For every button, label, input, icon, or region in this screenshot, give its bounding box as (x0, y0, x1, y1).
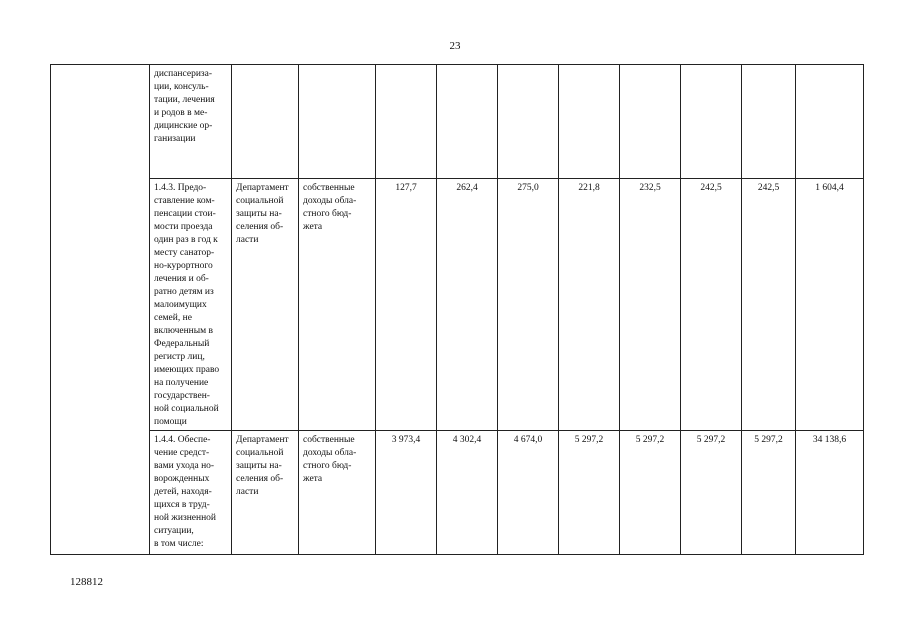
funding-source-cell (299, 65, 376, 179)
value-cell: 5 297,2 (620, 431, 681, 555)
value-cell: 4 674,0 (498, 431, 559, 555)
document-code: 128812 (70, 576, 103, 588)
executor-cell (232, 65, 299, 179)
funding-source-cell: собственные доходы обла- стного бюд- жета (299, 431, 376, 555)
total-cell: 34 138,6 (796, 431, 864, 555)
executor-cell: Департамент социальной защиты на- селения об- ласти (232, 179, 299, 431)
value-cell (437, 65, 498, 179)
total-cell: 1 604,4 (796, 179, 864, 431)
value-cell: 242,5 (742, 179, 796, 431)
value-cell (620, 65, 681, 179)
value-cell: 127,7 (376, 179, 437, 431)
measure-description-cell: 1.4.4. Обеспе- чение средст- вами ухода но- ворожденных детей, находя- щихся в труд- ной жизненной ситуации, в том числе: (150, 431, 232, 555)
value-cell: 4 302,4 (437, 431, 498, 555)
value-cell: 5 297,2 (742, 431, 796, 555)
value-cell: 5 297,2 (681, 431, 742, 555)
funding-source-cell: собственные доходы обла- стного бюд- жета (299, 179, 376, 431)
value-cell (681, 65, 742, 179)
page-number: 23 (449, 40, 461, 52)
table-row (51, 65, 864, 179)
value-cell (742, 65, 796, 179)
value-cell: 221,8 (559, 179, 620, 431)
value-cell (559, 65, 620, 179)
value-cell: 5 297,2 (559, 431, 620, 555)
total-cell (796, 65, 864, 179)
value-cell: 275,0 (498, 179, 559, 431)
value-cell: 3 973,4 (376, 431, 437, 555)
value-cell: 262,4 (437, 179, 498, 431)
measure-description-cell: 1.4.3. Предо- ставление ком- пенсации стои- мости проезда один раз в год к месту санатор- но-курортного лечения и об- ратно детям из малоимущих семей, не включенным в Федеральный регистр лиц, имеющих право на получение государствен- ной социальной помощи (150, 179, 232, 431)
program-column-cell (51, 65, 150, 555)
measure-description-cell: диспансериза- ции, консуль- тации, лечения и родов в ме- дицинские ор- ганизации (150, 65, 232, 179)
value-cell: 232,5 (620, 179, 681, 431)
executor-cell: Департамент социальной защиты на- селения об- ласти (232, 431, 299, 555)
table-row (51, 179, 864, 431)
table-row (51, 431, 864, 555)
value-cell (376, 65, 437, 179)
value-cell: 242,5 (681, 179, 742, 431)
value-cell (498, 65, 559, 179)
budget-table (50, 64, 864, 555)
